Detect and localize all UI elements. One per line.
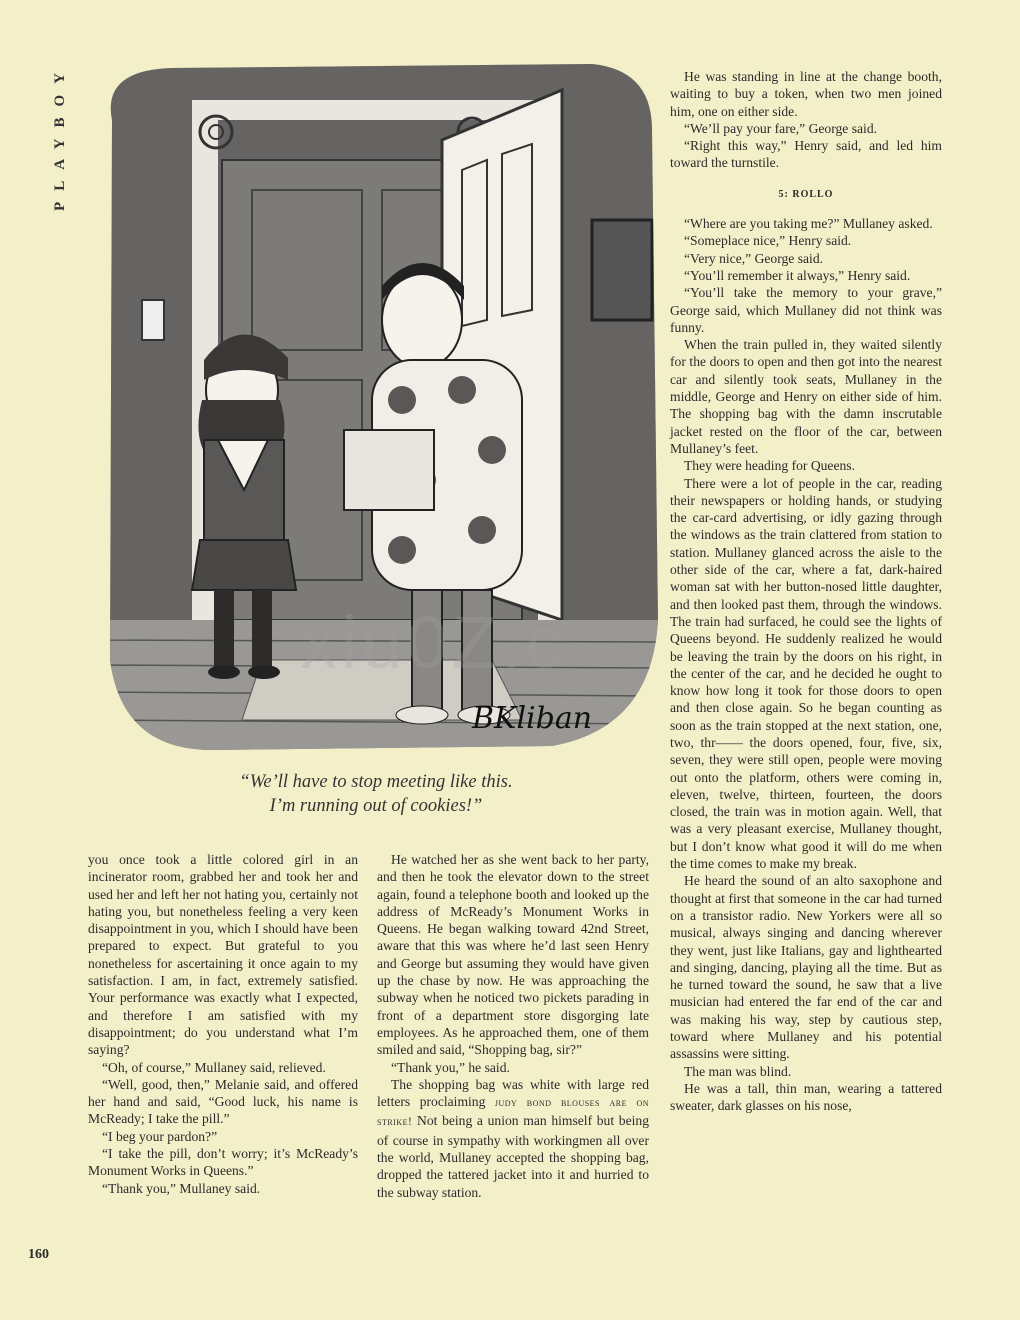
paragraph: “Very nice,” George said. (684, 250, 824, 266)
text-run: Not being a union man himself but being of course in sympathy with workingmen all over the world, Mullaney accepted the shopping bag, dropped the tattered jacket into it and hurried to the subway station. (377, 1113, 649, 1200)
paragraph: “You’ll take the memory to your grave,” George said, which Mullaney did not think was funny. (670, 285, 942, 335)
paragraph: “I take the pill, don’t worry; it’s McReady’s Monument Works in Queens.” (88, 1146, 358, 1179)
paragraph: you once took a little colored girl in an incinerator room, grabbed her and took her and used her and left her not hating you, certainly not hating you, but nonetheless feeling a very keen disappointment in you, which I should have been prepared to expect. But grateful to you nonetheless for ascertaining it once again to my satisfaction. I am, in fact, extremely satisfied. Your performance was exactly what I expected, and therefore I am satisfied with my disappointment; do you understand what I’m saying? (88, 852, 358, 1058)
watermark: xiu0Z.c (300, 601, 567, 684)
text-run: The shopping bag was white with large red letters proclaiming (377, 1076, 649, 1110)
caption-line-1: “We’ll have to stop meeting like this. (239, 772, 513, 792)
column-2 (377, 851, 649, 1201)
paragraph: The man was blind. (684, 1063, 792, 1079)
paragraph: He watched her as she went back to her party, and then he took the elevator down to the street again, found a telephone booth and looked up the address of McReady’s Monument Works in Queens. He began walking toward 42nd Street, aware that this was where he’d last seen Henry and George but assuming they would have given up the chase by now. He was approaching the subway when he noticed two pickets parading in front of a department store disgorging late employees. As he approached them, one of them smiled and said, “Shopping bag, sir?” (377, 852, 649, 1058)
paragraph: He was a tall, thin man, wearing a tattered sweater, dark glasses on his nose, (670, 1080, 942, 1114)
paragraph: “Right this way,” Henry said, and led him toward the turnstile. (670, 138, 942, 171)
paragraph: “Well, good, then,” Melanie said, and offered her hand and said, “Good luck, his name is McReady; I take the pill.” (88, 1076, 358, 1127)
paragraph (377, 1076, 649, 1201)
paragraph: “Thank you,” Mullaney said. (102, 1180, 261, 1196)
paragraph: “Where are you taking me?” Mullaney asked. (684, 216, 933, 232)
strike-slogan: judy bond blouses are on strike! (377, 1097, 649, 1129)
magazine-masthead: PLAYBOY (52, 62, 68, 211)
paragraph: “Thank you,” he said. (391, 1059, 510, 1075)
paragraph: There were a lot of people in the car, reading their newspapers or holding hands, or studying the car-card advertising, or idly gazing through the windows as the train clattered from station to station. Mullaney glanced across the aisle to the other side of the car, where a fat, dark-haired woman sat with her button-nosed little daughter, and then looked past them, through the windows. The train had surfaced, he could see the lights of Queens beyond. He suddenly realized he would be leaving the train by the doors on his right, in the center of the car, and he decided he ought to know how long it took for those doors to open and then close again. So he began counting as soon as the train stopped at the next station, one, two, thr—— the doors opened, four, five, six, seven, they were still open, people were moving out onto the platform, others were coming in, eleven, twelve, thirteen, fourteen, the doors closed, the train was in motion again. Well, that was a very pleasant exercise, Mullaney thought, but I don’t know what good it will do me when the time comes to make my break. (670, 475, 942, 872)
paragraph: He heard the sound of an alto saxophone and thought at first that someone in the car had turned on a transistor radio. New Yorkers were all so musical, always singing and dancing wherever they went, just like Italians, gay and lighthearted and singing, dancing, playing all the time. But as he turned toward the sound, he saw that a live musician had entered the far end of the car and was making his way, step by cautious step, toward where Mullaney and his potential assassins were sitting. (670, 873, 942, 1062)
paragraph: They were heading for Queens. (684, 458, 855, 474)
paragraph: “We’ll pay your fare,” George said. (684, 120, 878, 136)
column-3 (670, 68, 942, 1115)
paragraph: “You’ll remember it always,” Henry said. (684, 267, 911, 283)
paragraph: “I beg your pardon?” (102, 1128, 218, 1144)
page-number: 160 (28, 1247, 49, 1262)
cartoon-caption (92, 770, 660, 818)
section-heading: 5: ROLLO (778, 188, 834, 200)
cartoonist-signature: BKliban (472, 701, 593, 736)
paragraph: “Someplace nice,” Henry said. (684, 233, 852, 249)
paragraph: He was standing in line at the change booth, waiting to buy a token, when two men joined him, one on either side. (670, 69, 942, 119)
paragraph: “Oh, of course,” Mullaney said, relieved. (102, 1059, 326, 1075)
paragraph: When the train pulled in, they waited silently for the doors to open and then got into the nearest car and silently took seats, Mullaney in the middle, George and Henry on either side of him. The shopping bag with the damn inscrutable jacket rested on the floor of the car, between Mullaney’s feet. (670, 337, 942, 456)
column-1 (88, 851, 358, 1197)
caption-line-2: I’m running out of cookies!” (269, 796, 483, 816)
